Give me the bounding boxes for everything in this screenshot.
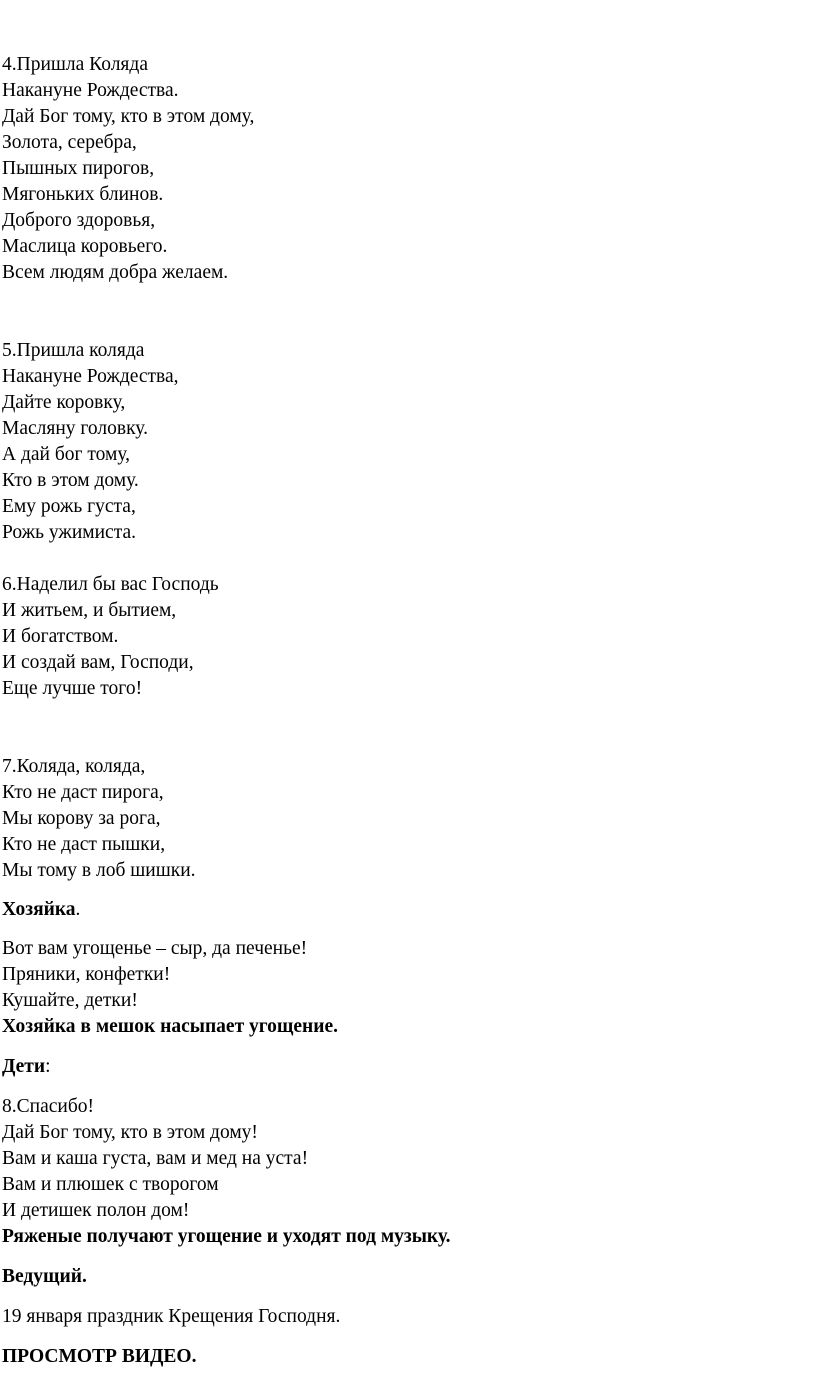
verse6-line-1: 6.Наделил бы вас Господь xyxy=(2,574,219,595)
verse4-line-2: Накануне Рождества. xyxy=(2,80,179,101)
verse4-line-3: Дай Бог тому, кто в этом дому, xyxy=(2,106,255,127)
speaker-hostess xyxy=(2,897,80,923)
verse5-line-6: Кто в этом дому. xyxy=(2,470,139,491)
speaker-hostess-punct: . xyxy=(75,899,81,920)
hostess-line-3: Кушайте, детки! xyxy=(2,990,138,1011)
verse6-line-2: И житьем, и бытием, xyxy=(2,600,177,621)
verse7-line-1: 7.Коляда, коляда, xyxy=(2,756,146,777)
verse4-line-8: Маслица коровьего. xyxy=(2,236,168,257)
verse5-line-2: Накануне Рождества, xyxy=(2,366,179,387)
hostess-line-1: Вот вам угощенье – сыр, да печенье! xyxy=(2,938,308,959)
verse8-line-2: Дай Бог тому, кто в этом дому! xyxy=(2,1122,258,1143)
verse4-line-6: Мягоньких блинов. xyxy=(2,184,164,205)
verse8-line-5: И детишек полон дом! xyxy=(2,1200,190,1221)
verse8-line-1: 8.Спасибо! xyxy=(2,1096,94,1117)
verse7-line-4: Кто не даст пышки, xyxy=(2,834,166,855)
speaker-presenter: Ведущий. xyxy=(2,1266,87,1287)
verse4-line-9: Всем людям добра желаем. xyxy=(2,262,229,283)
verse4-line-1: 4.Пришла Коляда xyxy=(2,54,148,75)
speaker-children xyxy=(2,1054,51,1080)
verse6-line-4: И создай вам, Господи, xyxy=(2,652,194,673)
verse8-stage-direction: Ряженые получают угощение и уходят под музыку. xyxy=(2,1226,451,1247)
verse7-line-2: Кто не даст пирога, xyxy=(2,782,164,803)
verse5-line-4: Масляну головку. xyxy=(2,418,148,439)
verse5-line-5: А дай бог тому, xyxy=(2,444,131,465)
verse8-line-3: Вам и каша густа, вам и мед на уста! xyxy=(2,1148,309,1169)
video-note: ПРОСМОТР ВИДЕО. xyxy=(2,1346,197,1367)
verse4-line-7: Доброго здоровья, xyxy=(2,210,156,231)
verse5-line-1: 5.Пришла коляда xyxy=(2,340,145,361)
speaker-children-punct: : xyxy=(45,1056,51,1077)
speaker-children-label: Дети xyxy=(2,1056,46,1077)
verse7-line-5: Мы тому в лоб шишки. xyxy=(2,860,196,881)
verse5-line-8: Рожь ужимиста. xyxy=(2,522,136,543)
verse8-line-4: Вам и плюшек с творогом xyxy=(2,1174,219,1195)
baptism-line: 19 января праздник Крещения Господня. xyxy=(2,1306,341,1327)
hostess-stage-direction: Хозяйка в мешок насыпает угощение. xyxy=(2,1016,339,1037)
verse7-line-3: Мы корову за рога, xyxy=(2,808,161,829)
verse4-line-4: Золота, серебра, xyxy=(2,132,137,153)
verse4-line-5: Пышных пирогов, xyxy=(2,158,155,179)
verse6-line-3: И богатством. xyxy=(2,626,119,647)
speaker-hostess-label: Хозяйка xyxy=(2,899,76,920)
verse5-line-3: Дайте коровку, xyxy=(2,392,126,413)
hostess-line-2: Пряники, конфетки! xyxy=(2,964,171,985)
verse5-line-7: Ему рожь густа, xyxy=(2,496,136,517)
verse6-line-5: Еще лучше того! xyxy=(2,678,143,699)
